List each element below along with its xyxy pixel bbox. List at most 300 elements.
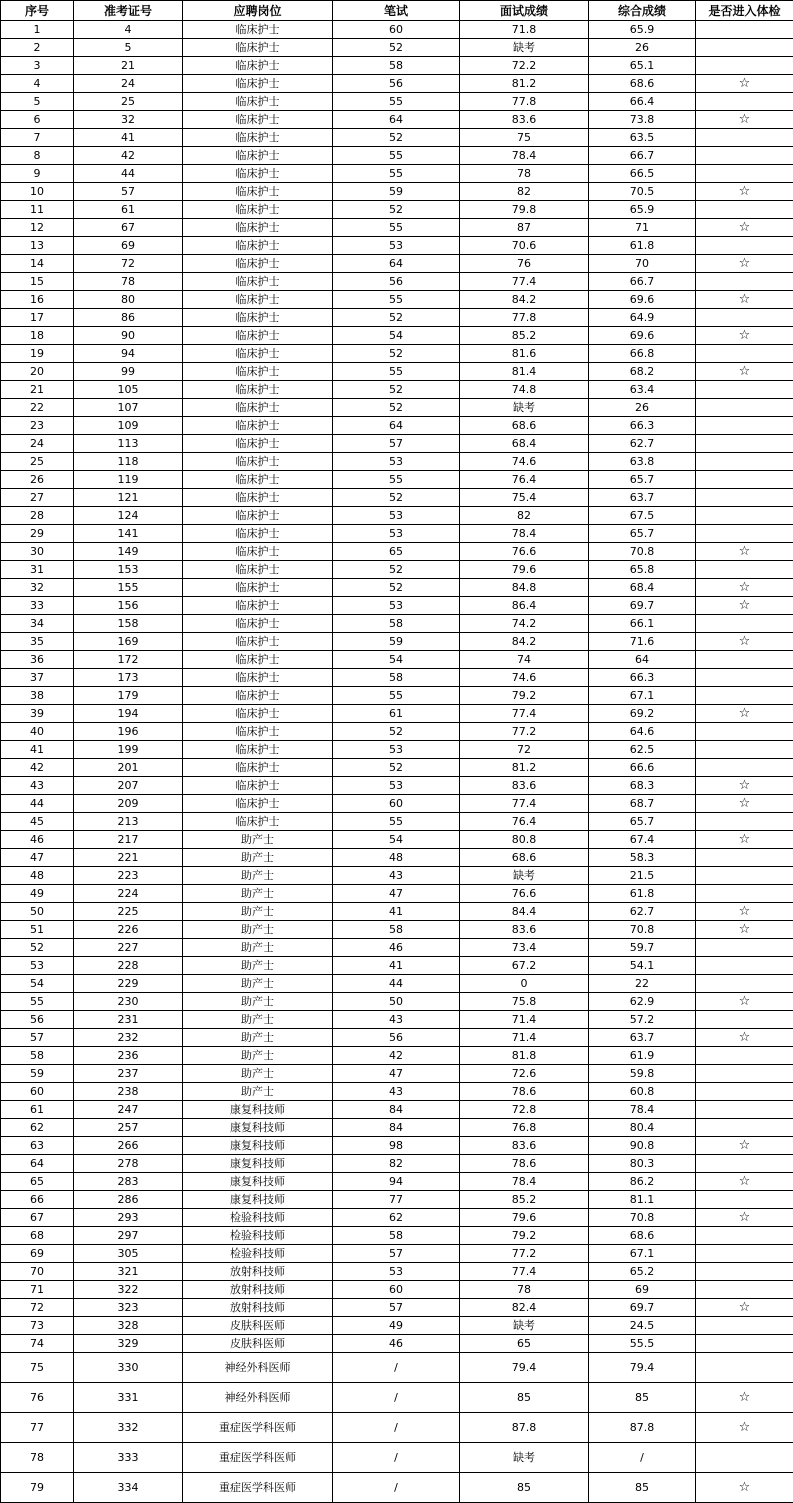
cell-total: 66.5: [589, 165, 696, 183]
cell-position: 临床护士: [183, 633, 333, 651]
cell-physical-exam: ☆: [696, 921, 793, 939]
cell-seq: 38: [1, 687, 74, 705]
cell-total: 68.3: [589, 777, 696, 795]
cell-interview: 82.4: [460, 1299, 589, 1317]
cell-physical-exam: [696, 1263, 793, 1281]
cell-total: 68.6: [589, 1227, 696, 1245]
cell-position: 临床护士: [183, 39, 333, 57]
cell-seq: 64: [1, 1155, 74, 1173]
cell-total: 66.7: [589, 147, 696, 165]
cell-total: 57.2: [589, 1011, 696, 1029]
cell-total: 66.1: [589, 615, 696, 633]
cell-total: 69.7: [589, 1299, 696, 1317]
cell-interview: 缺考: [460, 39, 589, 57]
cell-interview: 77.4: [460, 705, 589, 723]
cell-written: 47: [333, 1065, 460, 1083]
cell-interview: 79.8: [460, 201, 589, 219]
cell-total: 68.7: [589, 795, 696, 813]
table-row: [1, 1173, 793, 1191]
cell-interview: 81.6: [460, 345, 589, 363]
cell-written: 57: [333, 1299, 460, 1317]
cell-ticket-no: 293: [74, 1209, 183, 1227]
cell-physical-exam: [696, 381, 793, 399]
cell-written: 52: [333, 399, 460, 417]
cell-total: 90.8: [589, 1137, 696, 1155]
cell-total: 70.5: [589, 183, 696, 201]
cell-written: 52: [333, 201, 460, 219]
cell-position: 助产士: [183, 1065, 333, 1083]
cell-seq: 66: [1, 1191, 74, 1209]
cell-seq: 18: [1, 327, 74, 345]
cell-position: 康复科技师: [183, 1191, 333, 1209]
cell-written: 58: [333, 57, 460, 75]
cell-position: 助产士: [183, 975, 333, 993]
cell-seq: 63: [1, 1137, 74, 1155]
cell-seq: 9: [1, 165, 74, 183]
cell-position: 临床护士: [183, 489, 333, 507]
cell-physical-exam: [696, 345, 793, 363]
cell-total: 69.2: [589, 705, 696, 723]
cell-interview: 84.4: [460, 903, 589, 921]
table-row: [1, 471, 793, 489]
cell-total: 65.9: [589, 21, 696, 39]
cell-ticket-no: 217: [74, 831, 183, 849]
cell-interview: 76.6: [460, 543, 589, 561]
cell-position: 助产士: [183, 1011, 333, 1029]
cell-position: 放射科技师: [183, 1299, 333, 1317]
cell-interview: 73.4: [460, 939, 589, 957]
cell-physical-exam: ☆: [696, 1029, 793, 1047]
cell-position: 临床护士: [183, 669, 333, 687]
table-row: [1, 327, 793, 345]
cell-position: 临床护士: [183, 237, 333, 255]
cell-ticket-no: 297: [74, 1227, 183, 1245]
cell-seq: 42: [1, 759, 74, 777]
header-position: 应聘岗位: [183, 1, 333, 21]
cell-seq: 44: [1, 795, 74, 813]
table-row: [1, 363, 793, 381]
cell-total: 65.7: [589, 525, 696, 543]
cell-written: 54: [333, 651, 460, 669]
cell-interview: 83.6: [460, 111, 589, 129]
cell-physical-exam: [696, 399, 793, 417]
cell-ticket-no: 107: [74, 399, 183, 417]
table-row: [1, 975, 793, 993]
cell-total: 69: [589, 1281, 696, 1299]
table-row: [1, 291, 793, 309]
cell-total: 69.7: [589, 597, 696, 615]
table-row: [1, 75, 793, 93]
cell-total: 65.8: [589, 561, 696, 579]
cell-total: 61.8: [589, 237, 696, 255]
cell-written: 94: [333, 1173, 460, 1191]
cell-physical-exam: [696, 273, 793, 291]
cell-physical-exam: [696, 1227, 793, 1245]
cell-written: 52: [333, 129, 460, 147]
cell-seq: 12: [1, 219, 74, 237]
cell-position: 重症医学科医师: [183, 1413, 333, 1443]
table-row: [1, 939, 793, 957]
cell-written: 43: [333, 1083, 460, 1101]
table-row: [1, 1443, 793, 1473]
cell-ticket-no: 331: [74, 1383, 183, 1413]
cell-written: 58: [333, 921, 460, 939]
cell-position: 临床护士: [183, 453, 333, 471]
cell-written: 59: [333, 183, 460, 201]
cell-ticket-no: 229: [74, 975, 183, 993]
cell-physical-exam: [696, 1335, 793, 1353]
cell-total: 63.4: [589, 381, 696, 399]
cell-written: 52: [333, 39, 460, 57]
cell-physical-exam: [696, 1047, 793, 1065]
cell-written: 53: [333, 741, 460, 759]
table-row: [1, 1047, 793, 1065]
cell-ticket-no: 333: [74, 1443, 183, 1473]
cell-interview: 67.2: [460, 957, 589, 975]
cell-ticket-no: 228: [74, 957, 183, 975]
cell-seq: 53: [1, 957, 74, 975]
cell-written: 58: [333, 1227, 460, 1245]
cell-position: 临床护士: [183, 579, 333, 597]
cell-total: 60.8: [589, 1083, 696, 1101]
cell-interview: 74.8: [460, 381, 589, 399]
cell-physical-exam: ☆: [696, 111, 793, 129]
cell-position: 临床护士: [183, 525, 333, 543]
cell-seq: 30: [1, 543, 74, 561]
cell-total: 24.5: [589, 1317, 696, 1335]
cell-interview: 81.4: [460, 363, 589, 381]
cell-written: 60: [333, 795, 460, 813]
table-row: [1, 813, 793, 831]
cell-position: 临床护士: [183, 759, 333, 777]
cell-total: 78.4: [589, 1101, 696, 1119]
cell-total: 66.8: [589, 345, 696, 363]
cell-physical-exam: [696, 723, 793, 741]
cell-ticket-no: 57: [74, 183, 183, 201]
cell-total: 71: [589, 219, 696, 237]
cell-written: 53: [333, 777, 460, 795]
cell-position: 检验科技师: [183, 1245, 333, 1263]
cell-ticket-no: 322: [74, 1281, 183, 1299]
cell-position: 临床护士: [183, 129, 333, 147]
cell-position: 临床护士: [183, 111, 333, 129]
cell-total: 67.1: [589, 1245, 696, 1263]
cell-physical-exam: [696, 759, 793, 777]
cell-written: 82: [333, 1155, 460, 1173]
cell-seq: 51: [1, 921, 74, 939]
cell-seq: 26: [1, 471, 74, 489]
cell-written: 56: [333, 273, 460, 291]
cell-written: 48: [333, 849, 460, 867]
cell-physical-exam: ☆: [696, 1473, 793, 1503]
cell-physical-exam: [696, 1191, 793, 1209]
cell-total: 64.9: [589, 309, 696, 327]
cell-interview: 87.8: [460, 1413, 589, 1443]
cell-physical-exam: ☆: [696, 1137, 793, 1155]
header-total: 综合成绩: [589, 1, 696, 21]
cell-total: 66.3: [589, 417, 696, 435]
cell-interview: 84.8: [460, 579, 589, 597]
table-row: [1, 1335, 793, 1353]
cell-position: 放射科技师: [183, 1281, 333, 1299]
cell-total: /: [589, 1443, 696, 1473]
cell-ticket-no: 72: [74, 255, 183, 273]
cell-total: 69.6: [589, 327, 696, 345]
cell-physical-exam: ☆: [696, 993, 793, 1011]
cell-written: 52: [333, 489, 460, 507]
cell-seq: 54: [1, 975, 74, 993]
cell-total: 80.4: [589, 1119, 696, 1137]
cell-seq: 11: [1, 201, 74, 219]
table-row: [1, 219, 793, 237]
cell-written: 44: [333, 975, 460, 993]
cell-position: 临床护士: [183, 615, 333, 633]
cell-ticket-no: 237: [74, 1065, 183, 1083]
cell-ticket-no: 283: [74, 1173, 183, 1191]
cell-seq: 73: [1, 1317, 74, 1335]
cell-interview: 77.8: [460, 309, 589, 327]
cell-ticket-no: 221: [74, 849, 183, 867]
table-row: [1, 1101, 793, 1119]
cell-position: 康复科技师: [183, 1173, 333, 1191]
cell-interview: 72: [460, 741, 589, 759]
cell-interview: 79.2: [460, 687, 589, 705]
cell-interview: 68.4: [460, 435, 589, 453]
cell-total: 87.8: [589, 1413, 696, 1443]
cell-seq: 68: [1, 1227, 74, 1245]
cell-interview: 79.4: [460, 1353, 589, 1383]
cell-interview: 75.4: [460, 489, 589, 507]
cell-seq: 57: [1, 1029, 74, 1047]
cell-written: 61: [333, 705, 460, 723]
cell-written: 41: [333, 957, 460, 975]
cell-physical-exam: [696, 651, 793, 669]
cell-interview: 79.2: [460, 1227, 589, 1245]
cell-seq: 70: [1, 1263, 74, 1281]
cell-written: 55: [333, 687, 460, 705]
cell-ticket-no: 94: [74, 345, 183, 363]
cell-written: /: [333, 1473, 460, 1503]
cell-interview: 72.2: [460, 57, 589, 75]
cell-interview: 81.2: [460, 759, 589, 777]
header-seq: 序号: [1, 1, 74, 21]
cell-total: 64: [589, 651, 696, 669]
cell-position: 助产士: [183, 867, 333, 885]
cell-physical-exam: ☆: [696, 543, 793, 561]
cell-seq: 31: [1, 561, 74, 579]
cell-position: 皮肤科医师: [183, 1335, 333, 1353]
cell-position: 康复科技师: [183, 1155, 333, 1173]
cell-seq: 23: [1, 417, 74, 435]
cell-total: 62.5: [589, 741, 696, 759]
cell-total: 62.7: [589, 435, 696, 453]
cell-seq: 56: [1, 1011, 74, 1029]
cell-interview: 0: [460, 975, 589, 993]
cell-seq: 78: [1, 1443, 74, 1473]
cell-ticket-no: 226: [74, 921, 183, 939]
table-row: [1, 849, 793, 867]
cell-interview: 68.6: [460, 849, 589, 867]
cell-ticket-no: 32: [74, 111, 183, 129]
cell-physical-exam: ☆: [696, 795, 793, 813]
cell-total: 67.5: [589, 507, 696, 525]
cell-seq: 21: [1, 381, 74, 399]
cell-ticket-no: 141: [74, 525, 183, 543]
cell-physical-exam: [696, 507, 793, 525]
cell-interview: 80.8: [460, 831, 589, 849]
cell-seq: 58: [1, 1047, 74, 1065]
cell-ticket-no: 328: [74, 1317, 183, 1335]
cell-ticket-no: 230: [74, 993, 183, 1011]
cell-position: 神经外科医师: [183, 1353, 333, 1383]
cell-seq: 79: [1, 1473, 74, 1503]
cell-seq: 5: [1, 93, 74, 111]
cell-written: 52: [333, 309, 460, 327]
cell-position: 临床护士: [183, 165, 333, 183]
cell-seq: 28: [1, 507, 74, 525]
cell-ticket-no: 329: [74, 1335, 183, 1353]
cell-interview: 83.6: [460, 777, 589, 795]
cell-ticket-no: 169: [74, 633, 183, 651]
cell-ticket-no: 238: [74, 1083, 183, 1101]
cell-position: 临床护士: [183, 345, 333, 363]
table-row: [1, 687, 793, 705]
table-row: [1, 165, 793, 183]
cell-interview: 78.4: [460, 1173, 589, 1191]
table-row: [1, 1209, 793, 1227]
cell-seq: 10: [1, 183, 74, 201]
cell-ticket-no: 225: [74, 903, 183, 921]
table-row: [1, 885, 793, 903]
cell-total: 62.7: [589, 903, 696, 921]
header-written: 笔试: [333, 1, 460, 21]
cell-written: 64: [333, 111, 460, 129]
cell-physical-exam: [696, 147, 793, 165]
table-row: [1, 201, 793, 219]
cell-seq: 77: [1, 1413, 74, 1443]
table-row: [1, 147, 793, 165]
table-row: [1, 1191, 793, 1209]
table-row: [1, 435, 793, 453]
table-row: [1, 255, 793, 273]
cell-ticket-no: 179: [74, 687, 183, 705]
cell-physical-exam: [696, 867, 793, 885]
table-row: [1, 633, 793, 651]
cell-ticket-no: 4: [74, 21, 183, 39]
cell-position: 临床护士: [183, 273, 333, 291]
cell-written: 55: [333, 291, 460, 309]
table-row: [1, 417, 793, 435]
cell-seq: 32: [1, 579, 74, 597]
cell-interview: 82: [460, 507, 589, 525]
table-row: [1, 1011, 793, 1029]
cell-ticket-no: 247: [74, 1101, 183, 1119]
cell-interview: 74.6: [460, 669, 589, 687]
cell-position: 助产士: [183, 1029, 333, 1047]
cell-total: 22: [589, 975, 696, 993]
cell-written: /: [333, 1353, 460, 1383]
cell-interview: 78: [460, 165, 589, 183]
cell-written: 58: [333, 669, 460, 687]
table-row: [1, 705, 793, 723]
cell-ticket-no: 67: [74, 219, 183, 237]
cell-physical-exam: ☆: [696, 903, 793, 921]
cell-ticket-no: 41: [74, 129, 183, 147]
cell-ticket-no: 78: [74, 273, 183, 291]
table-row: [1, 93, 793, 111]
cell-interview: 74.6: [460, 453, 589, 471]
cell-seq: 2: [1, 39, 74, 57]
cell-interview: 79.6: [460, 561, 589, 579]
cell-interview: 79.6: [460, 1209, 589, 1227]
cell-total: 63.7: [589, 1029, 696, 1047]
cell-total: 70.8: [589, 1209, 696, 1227]
table-row: [1, 507, 793, 525]
cell-position: 康复科技师: [183, 1119, 333, 1137]
cell-position: 皮肤科医师: [183, 1317, 333, 1335]
table-row: [1, 993, 793, 1011]
cell-interview: 71.8: [460, 21, 589, 39]
cell-total: 71.6: [589, 633, 696, 651]
cell-interview: 81.2: [460, 75, 589, 93]
cell-position: 临床护士: [183, 687, 333, 705]
cell-interview: 85.2: [460, 1191, 589, 1209]
cell-ticket-no: 213: [74, 813, 183, 831]
cell-ticket-no: 330: [74, 1353, 183, 1383]
table-row: [1, 21, 793, 39]
cell-seq: 55: [1, 993, 74, 1011]
cell-physical-exam: ☆: [696, 183, 793, 201]
cell-physical-exam: ☆: [696, 633, 793, 651]
cell-physical-exam: ☆: [696, 1299, 793, 1317]
cell-ticket-no: 196: [74, 723, 183, 741]
cell-total: 21.5: [589, 867, 696, 885]
cell-ticket-no: 201: [74, 759, 183, 777]
cell-position: 助产士: [183, 921, 333, 939]
cell-ticket-no: 113: [74, 435, 183, 453]
cell-position: 临床护士: [183, 399, 333, 417]
table-row: [1, 39, 793, 57]
table-row: [1, 1065, 793, 1083]
cell-interview: 77.4: [460, 795, 589, 813]
cell-seq: 4: [1, 75, 74, 93]
cell-physical-exam: [696, 1119, 793, 1137]
cell-written: 57: [333, 1245, 460, 1263]
cell-seq: 6: [1, 111, 74, 129]
cell-written: 64: [333, 255, 460, 273]
cell-ticket-no: 124: [74, 507, 183, 525]
table-row: [1, 597, 793, 615]
table-row: [1, 1263, 793, 1281]
table-row: [1, 345, 793, 363]
cell-ticket-no: 44: [74, 165, 183, 183]
cell-physical-exam: [696, 1317, 793, 1335]
cell-position: 助产士: [183, 939, 333, 957]
cell-seq: 25: [1, 453, 74, 471]
table-row: [1, 921, 793, 939]
table-row: [1, 1383, 793, 1413]
cell-seq: 22: [1, 399, 74, 417]
cell-ticket-no: 42: [74, 147, 183, 165]
cell-interview: 86.4: [460, 597, 589, 615]
cell-interview: 85.2: [460, 327, 589, 345]
cell-total: 59.7: [589, 939, 696, 957]
cell-written: 56: [333, 75, 460, 93]
cell-total: 54.1: [589, 957, 696, 975]
table-row: [1, 903, 793, 921]
cell-total: 68.4: [589, 579, 696, 597]
cell-seq: 29: [1, 525, 74, 543]
